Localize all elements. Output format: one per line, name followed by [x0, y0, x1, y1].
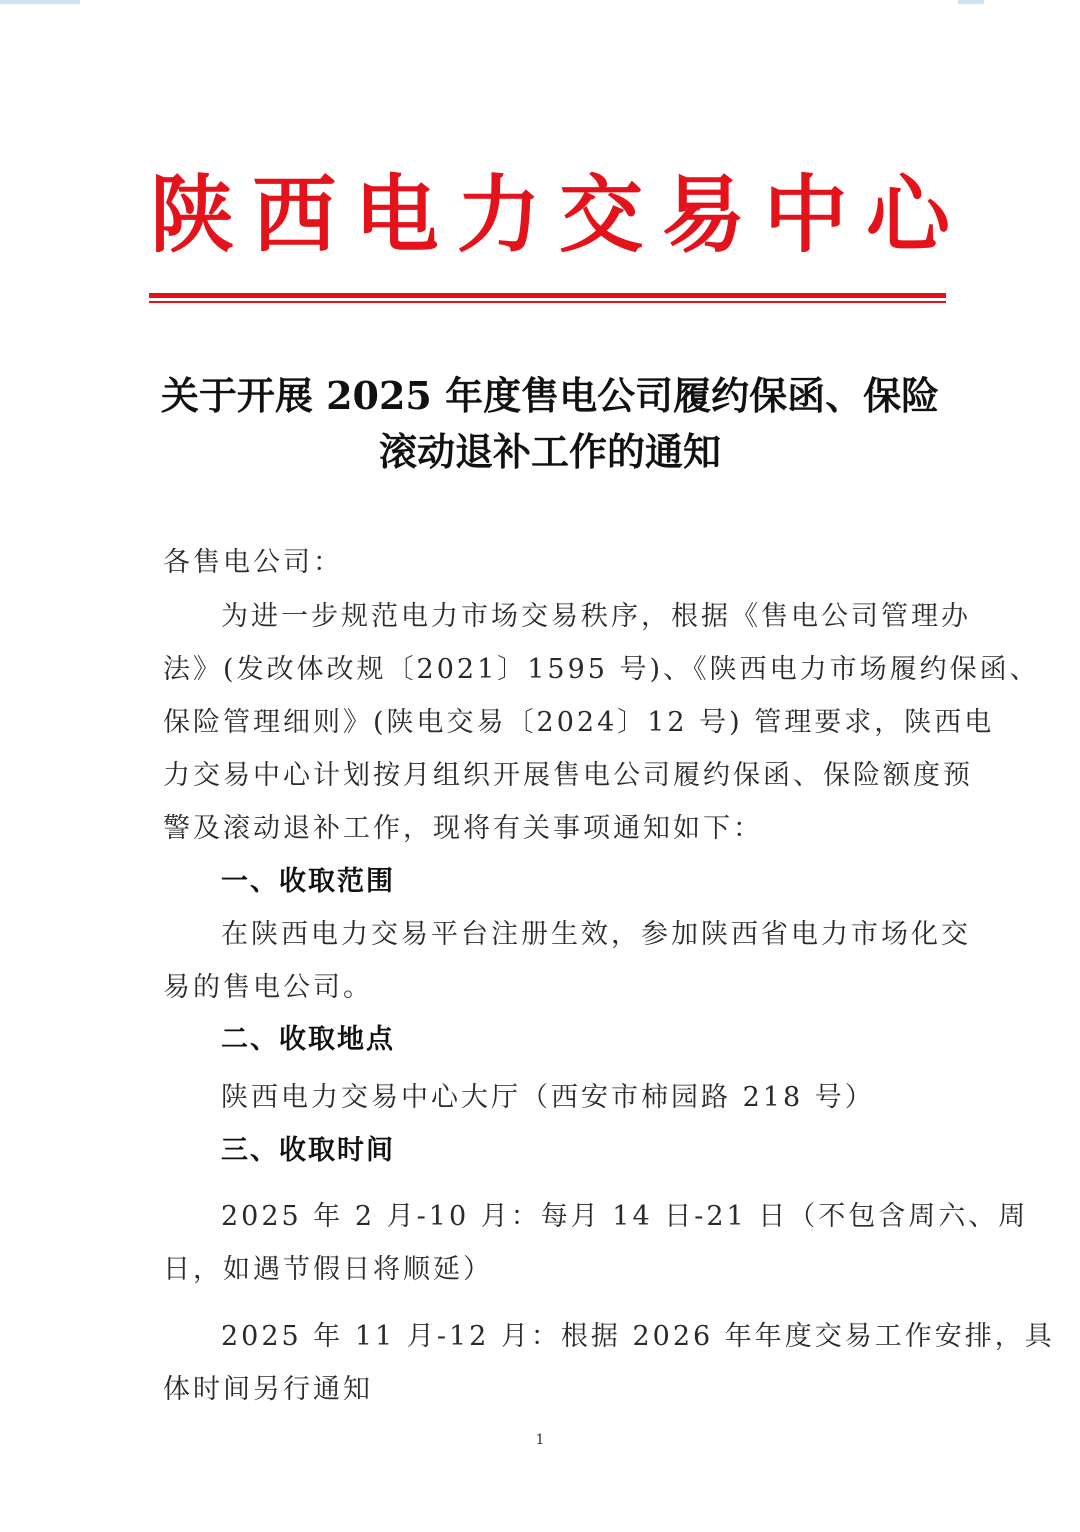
- section-1-line: 易的售电公司。: [163, 972, 373, 1003]
- section-3-line: 体时间另行通知: [163, 1374, 373, 1405]
- masthead-char: 交: [559, 166, 644, 264]
- salutation: 各售电公司：: [163, 547, 343, 578]
- intro-line: 法》(发改体改规〔2021〕1595 号)、《陕西电力市场履约保函、: [163, 654, 1040, 685]
- document-title: [150, 368, 950, 480]
- title-line-2: 滚动退补工作的通知: [378, 429, 721, 474]
- masthead-red-rule-thin: [149, 301, 946, 303]
- masthead-char: 电: [354, 166, 439, 264]
- masthead-char: 心: [865, 166, 950, 264]
- masthead-org-name: [150, 160, 950, 270]
- masthead-red-rule: [149, 293, 946, 298]
- section-2-line: 陕西电力交易中心大厅（西安市柿园路 218 号）: [221, 1082, 875, 1113]
- masthead-char: 易: [661, 166, 746, 264]
- section-3-heading: 三、收取时间: [221, 1135, 395, 1166]
- title-line-1: 关于开展 2025 年度售电公司履约保函、保险: [160, 373, 940, 418]
- section-3-line: 2025 年 11 月-12 月：根据 2026 年年度交易工作安排，具: [221, 1321, 1055, 1352]
- scan-edge-mark: [0, 0, 80, 4]
- section-3-line: 日，如遇节假日将顺延）: [163, 1254, 493, 1285]
- section-1-line: 在陕西电力交易平台注册生效，参加陕西省电力市场化交: [221, 919, 971, 950]
- section-3-line: 2025 年 2 月-10 月：每月 14 日-21 日（不包含周六、周: [221, 1201, 1029, 1232]
- page-number: 1: [535, 1432, 545, 1448]
- masthead-char: 中: [763, 166, 848, 264]
- section-1-heading: 一、收取范围: [221, 866, 395, 897]
- intro-line: 警及滚动退补工作，现将有关事项通知如下：: [163, 813, 763, 844]
- section-2-heading: 二、收取地点: [221, 1024, 395, 1055]
- masthead-char: 力: [456, 166, 541, 264]
- masthead-char: 西: [252, 166, 337, 264]
- intro-line: 为进一步规范电力市场交易秩序，根据《售电公司管理办: [221, 601, 971, 632]
- intro-line: 保险管理细则》(陕电交易〔2024〕12 号) 管理要求，陕西电: [163, 707, 995, 738]
- intro-line: 力交易中心计划按月组织开展售电公司履约保函、保险额度预: [163, 760, 973, 791]
- masthead-char: 陕: [150, 166, 235, 264]
- scan-edge-mark: [958, 0, 984, 4]
